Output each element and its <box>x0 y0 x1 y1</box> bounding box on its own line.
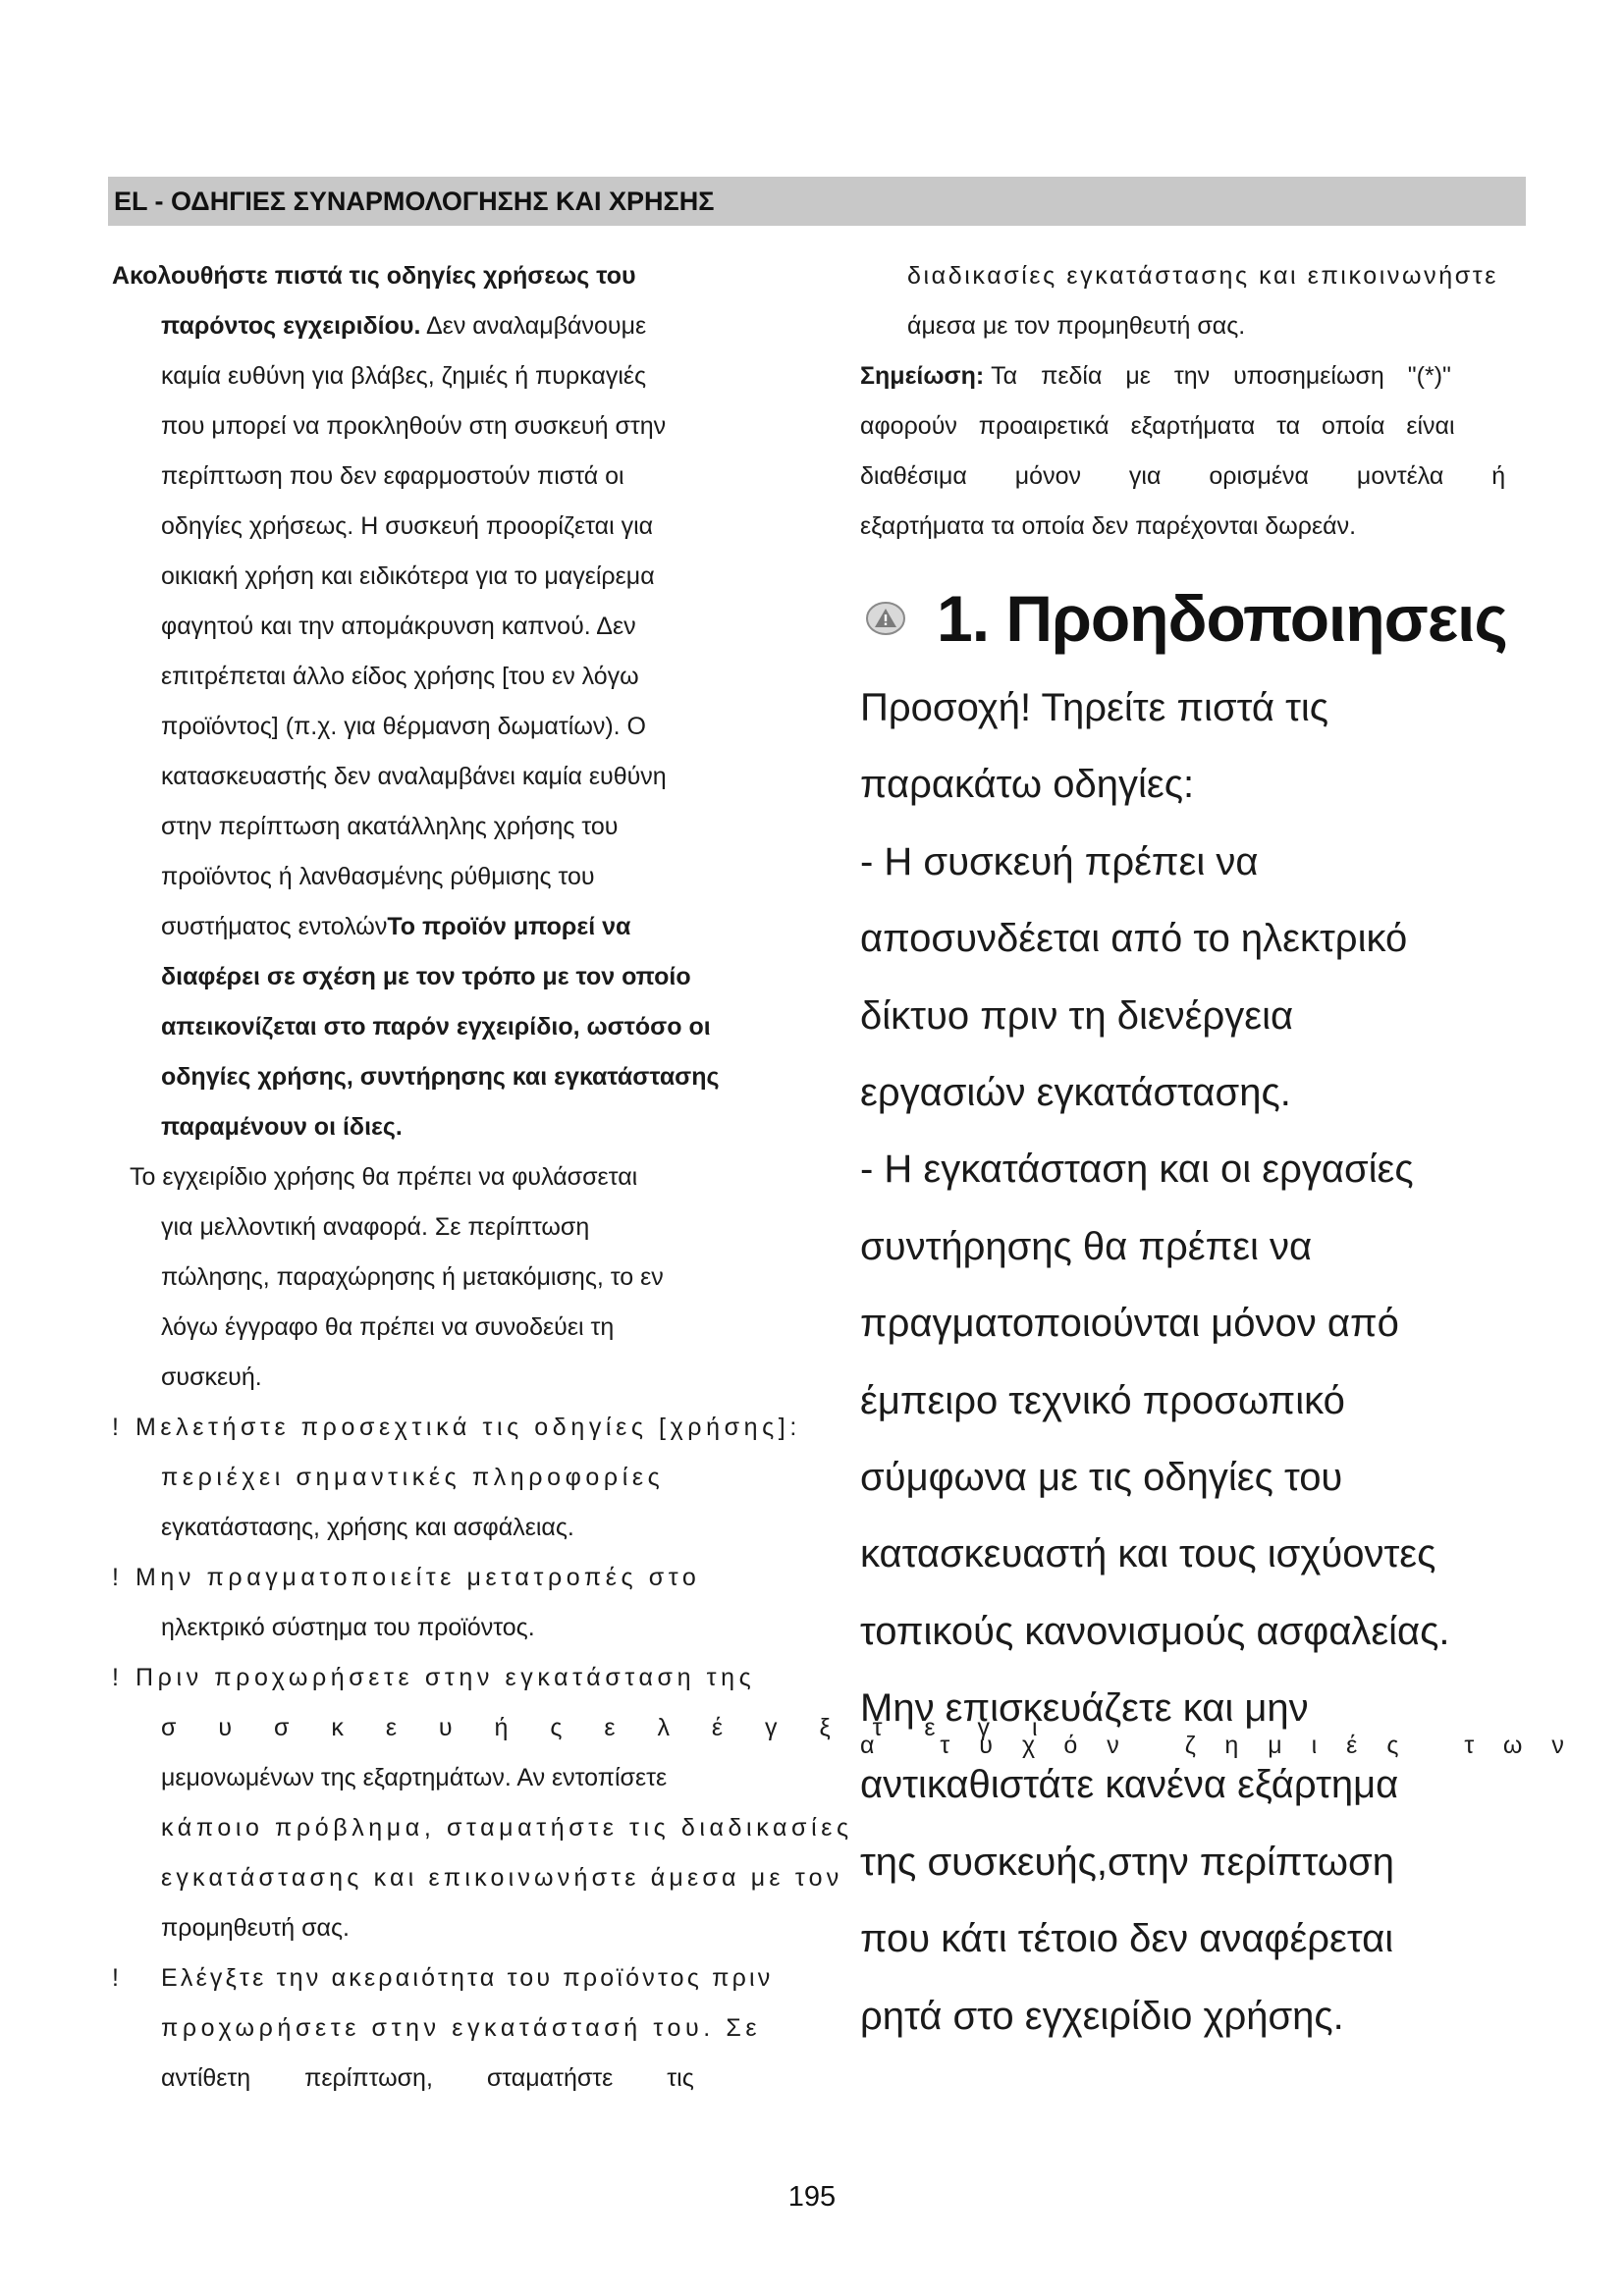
warning-text-line: έμπειρο τεχνικό προσωπικό <box>860 1378 1345 1422</box>
warning-text-line: ρητά στο εγχειρίδιο χρήσης. <box>860 1994 1344 2038</box>
intro-line: παρόντος εγχειριδίου. Δεν αναλαμβάνουμε <box>161 312 647 340</box>
note-line: εξαρτήματα τα οποία δεν παρέχονται δωρεάν. <box>860 512 1357 540</box>
warnings-body <box>860 669 1594 2055</box>
manual-line: συσκευή. <box>161 1363 262 1391</box>
warning-item-line: μεμονωμένων της εξαρτημάτων. Αν εντοπίσετε <box>161 1764 668 1791</box>
note-line: αφορούν προαιρετικά εξαρτήματα τα οποία είναι <box>860 412 1455 440</box>
warning-text-line: σύμφωνα με τις οδηγίες του <box>860 1455 1343 1499</box>
warning-item-line: προχωρήσετε στην εγκατάστασή του. Σε <box>161 2014 762 2042</box>
intro-line: οδηγίες χρήσεως. Η συσκευή προορίζεται για <box>161 512 654 540</box>
right-column <box>860 251 1528 552</box>
manual-line: Το εγχειρίδιο χρήσης θα πρέπει να φυλάσσεται <box>130 1163 638 1191</box>
intro-line: Ακολουθήστε πιστά τις οδηγίες χρήσεως του <box>112 262 636 290</box>
warning-item-study: ! Μελετήστε προσεχτικά τις οδηγίες [χρήσης]: <box>112 1403 799 1453</box>
page-number: 195 <box>787 2181 837 2213</box>
warning-item-line: προμηθευτή σας. <box>161 1914 351 1942</box>
spilled-line-fragment: α τυχόν ζημιές των <box>860 1732 1594 1759</box>
intro-line: προϊόντος ή λανθασμένης ρύθμισης του <box>161 863 595 890</box>
intro-line: προϊόντος] (π.χ. για θέρμανση δωματίων). Ο <box>161 713 646 740</box>
warning-item-line: περιέχει σημαντικές πληροφορίες <box>161 1464 665 1491</box>
warning-text-line: αποσυνδέεται από το ηλεκτρικό <box>860 917 1408 961</box>
intro-line: επιτρέπεται άλλο είδος χρήσης [του εν λόγω <box>161 663 639 690</box>
intro-line: συστήματος εντολώνΤο προϊόν μπορεί να <box>161 913 631 940</box>
intro-line: στην περίπτωση ακατάλληλης χρήσης του <box>161 813 619 840</box>
warning-text-line: που κάτι τέτοιο δεν αναφέρεται <box>860 1917 1394 1961</box>
warning-text-line: πραγματοποιούνται μόνον από <box>860 1302 1399 1346</box>
document-title: EL - ΟΔΗΓΙΕΣ ΣΥΝΑΡΜΟΛΟΓΗΣΗΣ ΚΑΙ ΧΡΗΣΗΣ <box>114 187 715 216</box>
intro-line: περίπτωση που δεν εφαρμοστούν πιστά οι <box>161 462 624 490</box>
intro-line: φαγητού και την απομάκρυνση καπνού. Δεν <box>161 613 636 640</box>
intro-line: καμία ευθύνη για βλάβες, ζημιές ή πυρκαγιές <box>161 362 647 390</box>
warning-text-line: συντήρησης θα πρέπει να <box>860 1224 1313 1268</box>
manual-line: πώλησης, παραχώρησης ή μετακόμισης, το εν <box>161 1263 664 1291</box>
warning-text-line: Προσοχή! Τηρείτε πιστά τις <box>860 686 1329 729</box>
warning-item-modify: ! Μην πραγματοποιείτε μετατροπές στο <box>112 1553 799 1603</box>
manual-line: λόγω έγγραφο θα πρέπει να συνοδεύει τη <box>161 1313 615 1341</box>
exclamation-mark: ! <box>112 1664 119 1691</box>
warning-icon <box>866 602 905 635</box>
right-top-line: άμεσα με τον προμηθευτή σας. <box>907 312 1246 340</box>
warning-item-line: εγκατάστασης και επικοινωνήστε άμεσα με τον <box>161 1864 843 1892</box>
intro-line: απεικονίζεται στο παρόν εγχειρίδιο, ωστόσο οι <box>161 1013 711 1041</box>
note-line: Σημείωση: Τα πεδία με την υποσημείωση "(*)" <box>860 362 1451 390</box>
intro-line: διαφέρει σε σχέση με τον τρόπο με τον οποίο <box>161 963 691 990</box>
warning-item-check: ! Ελέγξτε την ακεραιότητα του προϊόντος πριν <box>112 1953 799 2003</box>
exclamation-mark: ! <box>112 1564 119 1591</box>
warning-item-line: εγκατάστασης, χρήσης και ασφάλειας. <box>161 1514 574 1541</box>
warning-text-line: - Η συσκευή πρέπει να <box>860 839 1259 883</box>
warning-text-line: τοπικούς κανονισμούς ασφαλείας. <box>860 1609 1450 1653</box>
exclamation-mark: ! <box>112 1964 119 1992</box>
note-label: Σημείωση: <box>860 362 985 390</box>
right-top-line: διαδικασίες εγκατάστασης και επικοινωνήστε <box>907 262 1498 290</box>
manual-line: για μελλοντική αναφορά. Σε περίπτωση <box>161 1213 590 1241</box>
warning-text-line: Μην επισκευάζετε και μην <box>860 1686 1309 1731</box>
warning-text-line: αντικαθιστάτε κανένα εξάρτημα <box>860 1763 1399 1807</box>
warning-text-line: - Η εγκατάσταση και οι εργασίες <box>860 1148 1414 1192</box>
section-title: 1. Προηδοποιησεις <box>937 582 1507 655</box>
warning-text-line: δίκτυο πριν τη διενέργεια <box>860 993 1294 1038</box>
intro-line: παραμένουν οι ίδιες. <box>161 1113 403 1141</box>
intro-line: οδηγίες χρήσης, συντήρησης και εγκατάστασης <box>161 1063 720 1091</box>
section-header-bar <box>108 177 1526 226</box>
warning-item-line: ηλεκτρικό σύστημα του προϊόντος. <box>161 1614 535 1641</box>
warning-item-line: κάποιο πρόβλημα, σταματήστε τις διαδικασίες <box>161 1814 853 1842</box>
warning-text-line: κατασκευαστή και τους ισχύοντες <box>860 1532 1436 1576</box>
section-heading <box>860 569 1507 667</box>
warning-text-line: της συσκευής,στην περίπτωση <box>860 1840 1394 1884</box>
warning-text-line: παρακάτω οδηγίες: <box>860 763 1195 807</box>
warning-text-line: εργασιών εγκατάστασης. <box>860 1070 1291 1114</box>
warning-item-before: ! Πριν προχωρήσετε στην εγκατάσταση της <box>112 1653 799 1703</box>
note-line: διαθέσιμα μόνον για ορισμένα μοντέλα ή <box>860 462 1506 490</box>
exclamation-mark: ! <box>112 1414 119 1441</box>
warning-item-line: αντίθετη περίπτωση, σταματήστε τις <box>161 2064 694 2092</box>
intro-line: που μπορεί να προκληθούν στη συσκευή στην <box>161 412 667 440</box>
intro-line: οικιακή χρήση και ειδικότερα για το μαγείρεμα <box>161 562 655 590</box>
warning-item-line: σ υ σ κ ε υ ή ς ε λ έ γ ξ τ ε γ ι <box>161 1714 1056 1741</box>
intro-line: κατασκευαστής δεν αναλαμβάνει καμία ευθύνη <box>161 763 667 790</box>
